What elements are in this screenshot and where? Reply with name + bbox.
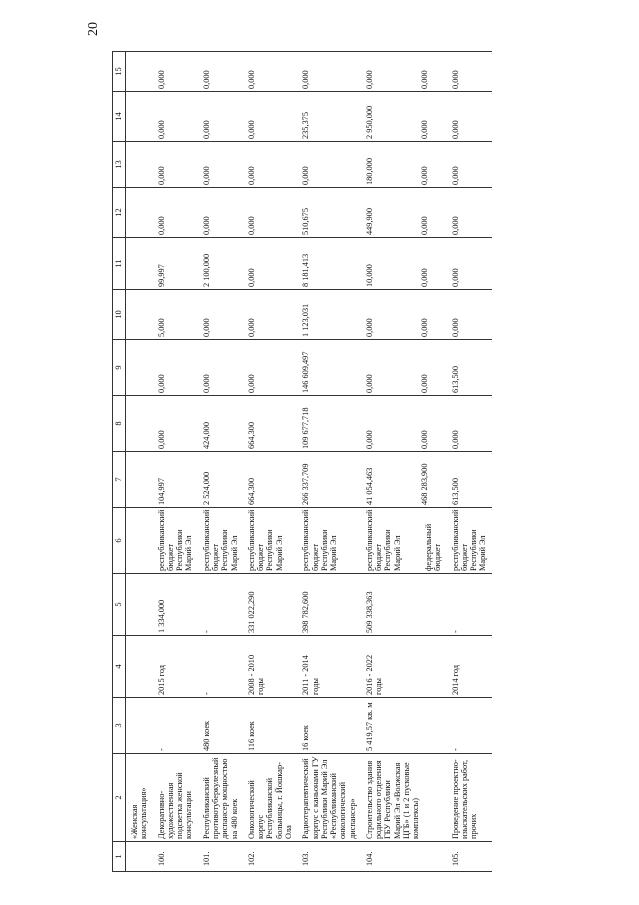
column-header: 10	[113, 290, 126, 340]
value-cell-v12	[153, 188, 198, 238]
value: 0,000	[156, 70, 166, 89]
value: 0,000	[156, 166, 166, 185]
capacity: 480 коек	[198, 698, 243, 754]
value: 1 123,031	[301, 303, 311, 337]
value-cell-v14	[361, 92, 447, 142]
capacity: 116 коек	[243, 698, 297, 754]
value-cell-v12	[447, 188, 492, 238]
value: 0,000	[450, 318, 460, 337]
value: 235,375	[301, 112, 311, 139]
value-cell-v8	[126, 396, 153, 452]
value-cell-v15	[153, 52, 198, 92]
estimated-cost	[126, 574, 153, 636]
value: 0,000	[156, 374, 166, 393]
value: 0,000	[420, 120, 430, 139]
column-header: 12	[113, 188, 126, 238]
value: 2 524,000	[201, 471, 211, 505]
value-cell-v9	[297, 340, 361, 396]
value: 0,000	[420, 216, 430, 235]
value: 0,000	[420, 318, 430, 337]
page-number: 20	[86, 22, 101, 36]
funding-source-cell	[243, 508, 297, 574]
row-number: 102.	[243, 842, 297, 872]
value-cell-v11	[126, 238, 153, 290]
value-cell-v12	[243, 188, 297, 238]
period: -	[198, 636, 243, 698]
funding-source-cell	[297, 508, 361, 574]
value: 2 950,000	[364, 105, 374, 139]
table-row	[126, 52, 153, 872]
estimated-cost: 398 782,600	[297, 574, 361, 636]
value: 0,000	[246, 120, 256, 139]
value: 0,000	[301, 70, 311, 89]
value: 0,000	[364, 430, 374, 449]
capacity: -	[153, 698, 198, 754]
value-cell-v15	[361, 52, 447, 92]
table-row	[243, 52, 297, 872]
object-name: Радиотерапевтический корпус с каньонами ГУ Республики Марий Эл «Республиканский онкологический диспансер»	[297, 754, 361, 842]
value-cell-v10	[198, 290, 243, 340]
column-header: 9	[113, 340, 126, 396]
value: 0,000	[201, 70, 211, 89]
value: 10,000	[364, 264, 374, 287]
value: 510,675	[301, 208, 311, 235]
object-name: Строительство здания родильного отделения ГБУ Республики Марий Эл «Волжская ЦГБ» (1 и 2 пусковые комплексы)	[361, 754, 447, 842]
table-row	[198, 52, 243, 872]
object-name: Проведение проектно-изыскательских работ, прочих	[447, 754, 492, 842]
value: 664,300	[246, 422, 256, 449]
value-cell-v13	[153, 142, 198, 188]
row-number: 104.	[361, 842, 447, 872]
value-cell-v11	[297, 238, 361, 290]
row-number: 100.	[153, 842, 198, 872]
value-cell-v9	[198, 340, 243, 396]
column-header: 4	[113, 636, 126, 698]
value-cell-v8	[198, 396, 243, 452]
object-name: Онкологический корпус Республиканской больницы, г. Йошкар-Ола	[243, 754, 297, 842]
funding-source-cell	[153, 508, 198, 574]
value-cell-v14	[243, 92, 297, 142]
value-cell-v11	[361, 238, 447, 290]
table-row	[447, 52, 492, 872]
value: 0,000	[420, 430, 430, 449]
value-cell-v10	[153, 290, 198, 340]
value-cell-v13	[126, 142, 153, 188]
row-number: 103.	[297, 842, 361, 872]
value: 0,000	[156, 216, 166, 235]
value: 424,000	[201, 422, 211, 449]
value-cell-v14	[447, 92, 492, 142]
column-header: 3	[113, 698, 126, 754]
funding-source: республиканский бюджет Республики Марий Эл	[364, 509, 402, 571]
value: 468 283,900	[420, 463, 430, 505]
value: 0,000	[246, 166, 256, 185]
value-cell-v11	[198, 238, 243, 290]
value: 0,000	[201, 374, 211, 393]
value: 0,000	[246, 268, 256, 287]
value-cell-v8	[361, 396, 447, 452]
value-cell-v15	[297, 52, 361, 92]
value: 0,000	[364, 374, 374, 393]
funding-source-cell	[361, 508, 447, 574]
data-table	[112, 51, 492, 872]
value: 99,997	[156, 264, 166, 287]
estimated-cost: 1 334,000	[153, 574, 198, 636]
value: 109 677,718	[301, 407, 311, 449]
table-row	[297, 52, 361, 872]
column-header: 14	[113, 92, 126, 142]
value-cell-v12	[198, 188, 243, 238]
column-header: 8	[113, 396, 126, 452]
funding-source-cell	[198, 508, 243, 574]
value: 0,000	[420, 374, 430, 393]
value: 613,500	[450, 366, 460, 393]
value-cell-v7	[126, 452, 153, 508]
value-cell-v10	[126, 290, 153, 340]
value: 0,000	[450, 216, 460, 235]
object-name: Декоративно-художественная подсветка женской консультации	[153, 754, 198, 842]
funding-source: республиканский бюджет Республики Марий Эл	[301, 509, 339, 571]
value-cell-v12	[126, 188, 153, 238]
object-name: «Женская консультация»	[126, 754, 153, 842]
value-cell-v9	[243, 340, 297, 396]
value-cell-v7	[153, 452, 198, 508]
column-header: 13	[113, 142, 126, 188]
value-cell-v14	[126, 92, 153, 142]
value-cell-v11	[447, 238, 492, 290]
value: 0,000	[450, 268, 460, 287]
funding-source: республиканский бюджет Республики Марий Эл	[201, 509, 239, 571]
value: 0,000	[364, 70, 374, 89]
capacity	[126, 698, 153, 754]
value-cell-v13	[297, 142, 361, 188]
rotated-table-container	[112, 52, 540, 872]
value: 0,000	[450, 70, 460, 89]
value: 2 100,000	[201, 253, 211, 287]
value-cell-v10	[361, 290, 447, 340]
value-cell-v14	[297, 92, 361, 142]
table-header-row	[113, 52, 126, 872]
row-number: 101.	[198, 842, 243, 872]
value-cell-v15	[198, 52, 243, 92]
value: 8 181,413	[301, 253, 311, 287]
value-cell-v13	[243, 142, 297, 188]
value-cell-v13	[198, 142, 243, 188]
value: 0,000	[246, 374, 256, 393]
value: 0,000	[246, 216, 256, 235]
value-cell-v10	[447, 290, 492, 340]
period: 2008 - 2010 годы	[243, 636, 297, 698]
value-cell-v8	[297, 396, 361, 452]
value-cell-v13	[447, 142, 492, 188]
table-body	[126, 52, 492, 872]
value-cell-v8	[153, 396, 198, 452]
value: 449,900	[364, 208, 374, 235]
value: 180,000	[364, 158, 374, 185]
value-cell-v11	[243, 238, 297, 290]
value: 0,000	[156, 430, 166, 449]
row-number: 105.	[447, 842, 492, 872]
value: 0,000	[201, 318, 211, 337]
value: 0,000	[201, 216, 211, 235]
value: 0,000	[450, 430, 460, 449]
funding-source: республиканский бюджет Республики Марий Эл	[450, 509, 488, 571]
funding-source: республиканский бюджет Республики Марий Эл	[246, 509, 284, 571]
value: 0,000	[420, 166, 430, 185]
value-cell-v9	[153, 340, 198, 396]
value-cell-v10	[243, 290, 297, 340]
value: 0,000	[201, 166, 211, 185]
capacity: -	[447, 698, 492, 754]
capacity: 5 419,57 кв. м	[361, 698, 447, 754]
column-header: 6	[113, 508, 126, 574]
value: 613,500	[450, 478, 460, 505]
value: 664,300	[246, 478, 256, 505]
column-header: 15	[113, 52, 126, 92]
estimated-cost: -	[198, 574, 243, 636]
column-header: 2	[113, 754, 126, 842]
value: 41 054,463	[364, 467, 374, 505]
funding-source: федеральный бюджет	[424, 523, 443, 571]
value-cell-v11	[153, 238, 198, 290]
row-number	[126, 842, 153, 872]
column-header: 7	[113, 452, 126, 508]
value: 0,000	[201, 120, 211, 139]
period	[126, 636, 153, 698]
value-cell-v13	[361, 142, 447, 188]
column-header: 5	[113, 574, 126, 636]
period: 2016 - 2022 годы	[361, 636, 447, 698]
estimated-cost: 509 338,363	[361, 574, 447, 636]
value-cell-v9	[361, 340, 447, 396]
value: 104,997	[156, 478, 166, 505]
period: 2014 год	[447, 636, 492, 698]
funding-source-cell	[126, 508, 153, 574]
value: 0,000	[420, 70, 430, 89]
table-row	[361, 52, 447, 872]
value-cell-v15	[447, 52, 492, 92]
value-cell-v14	[198, 92, 243, 142]
value-cell-v8	[447, 396, 492, 452]
value-cell-v7	[361, 452, 447, 508]
estimated-cost: -	[447, 574, 492, 636]
value: 5,000	[156, 318, 166, 337]
value-cell-v14	[153, 92, 198, 142]
value: 0,000	[450, 166, 460, 185]
value: 0,000	[156, 120, 166, 139]
value-cell-v10	[297, 290, 361, 340]
object-name: Республиканский противотуберкулезный диспансер мощностью на 480 коек	[198, 754, 243, 842]
value: 0,000	[246, 318, 256, 337]
period: 2011 - 2014 годы	[297, 636, 361, 698]
value-cell-v7	[243, 452, 297, 508]
value: 0,000	[364, 318, 374, 337]
funding-source: республиканский бюджет Республики Марий Эл	[156, 509, 194, 571]
value-cell-v9	[126, 340, 153, 396]
funding-source-cell	[447, 508, 492, 574]
value-cell-v9	[447, 340, 492, 396]
value-cell-v15	[243, 52, 297, 92]
estimated-cost: 331 022,290	[243, 574, 297, 636]
value-cell-v12	[361, 188, 447, 238]
value: 0,000	[301, 166, 311, 185]
period: 2015 год	[153, 636, 198, 698]
value: 0,000	[450, 120, 460, 139]
capacity: 16 коек	[297, 698, 361, 754]
value: 146 609,497	[301, 351, 311, 393]
table-row	[153, 52, 198, 872]
value-cell-v15	[126, 52, 153, 92]
value-cell-v12	[297, 188, 361, 238]
column-header: 11	[113, 238, 126, 290]
value: 0,000	[420, 268, 430, 287]
value: 266 337,709	[301, 463, 311, 505]
value-cell-v7	[198, 452, 243, 508]
column-header: 1	[113, 842, 126, 872]
value-cell-v7	[297, 452, 361, 508]
value-cell-v8	[243, 396, 297, 452]
value-cell-v7	[447, 452, 492, 508]
value: 0,000	[246, 70, 256, 89]
